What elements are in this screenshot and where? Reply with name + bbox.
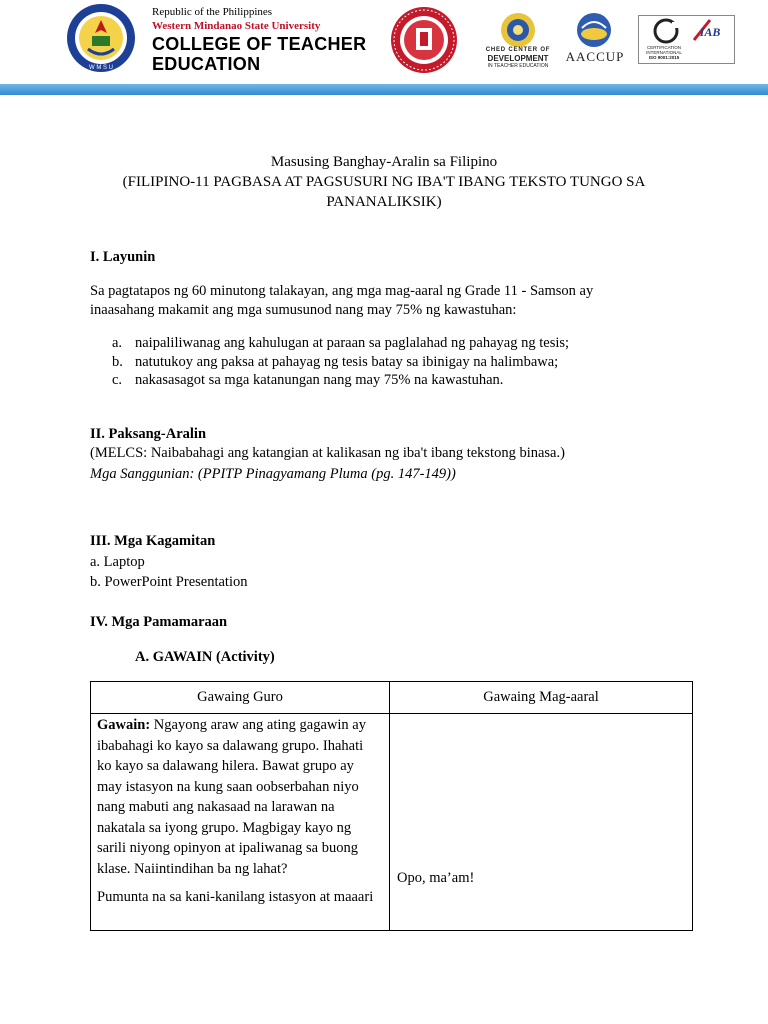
iso-line1: CERTIFICATION (646, 45, 682, 50)
pamamaraan-heading: IV. Mga Pamamaraan (90, 614, 228, 630)
iso-line2: INTERNATIONAL (646, 50, 682, 56)
list-item-text: nakasasagot sa mga katanungan nang may 75% na kawastuhan. (135, 372, 504, 388)
republic-label: Republic of the Philippines (152, 6, 273, 18)
letterhead (0, 0, 768, 95)
list-item-letter: b. (112, 353, 123, 370)
guro-next-instruction: Pumunta na sa kani-kanilang istasyon at maaari (97, 889, 374, 905)
college-seal-logo (66, 3, 136, 73)
list-item-letter: c. (112, 372, 123, 388)
list-item (112, 334, 569, 353)
mag-aaral-cell (390, 714, 693, 931)
guro-line: ibabahagi ko kayo sa dalawang grupo. Ihahati (97, 737, 364, 754)
title-line2: (FILIPINO-11 PAGBASA AT PAGSUSURI NG IBA'T IBANG TEKSTO TUNGO SA (122, 174, 646, 190)
guro-line: Ngayong araw ang ating gagawin ay (150, 717, 366, 733)
aaccup-logo (574, 12, 614, 50)
guro-line: sarili niyong opinyon at ipaliwanag sa buong (97, 840, 358, 856)
college-name-line1: COLLEGE OF TEACHER (152, 34, 367, 54)
column-header-guro: Gawaing Guro (91, 682, 390, 714)
list-item (112, 353, 569, 372)
guro-line: ko kayo sa dalawang hilera. Bawat grupo ay (97, 758, 354, 774)
university-seal-logo (390, 6, 458, 74)
mag-aaral-answer: Opo, ma’am! (397, 870, 475, 886)
iso-line3: ISO 9001:2015 (648, 55, 680, 61)
paksa-sanggunian: Mga Sanggunian: (PPITP Pinagyamang Pluma (pg. 147-149)) (90, 466, 456, 482)
objectives-list (112, 334, 569, 390)
aaccup-label: AACCUP (565, 49, 625, 64)
table-header-row (91, 682, 693, 714)
title-line3: PANANALIKSIK) (326, 194, 442, 210)
ched-line2: DEVELOPMENT (487, 54, 549, 63)
header-text (152, 6, 366, 74)
iso-certification-logo (638, 15, 735, 64)
document-title (100, 152, 668, 212)
gawain-subheading: A. GAWAIN (Activity) (135, 649, 275, 665)
ched-line1: CHED CENTER OF (485, 47, 551, 53)
guro-line: klase. Naiintindihan ba ng lahat? (97, 860, 288, 877)
title-line1: Masusing Banghay-Aralin sa Filipino (270, 154, 498, 170)
university-name: Western Mindanao State University (152, 20, 321, 32)
ched-logo (500, 12, 536, 48)
gawain-label: Gawain: (97, 717, 151, 733)
college-name-line2: EDUCATION (152, 54, 261, 74)
list-item-letter: a. (112, 335, 123, 351)
paksa-heading: II. Paksang-Aralin (90, 426, 207, 442)
list-item (112, 371, 569, 390)
certification-ring-icon (644, 18, 688, 44)
guro-activity-text (97, 715, 383, 736)
svg-text:IAB: IAB (699, 25, 721, 39)
column-header-mag-aaral: Gawaing Mag-aaral (390, 682, 693, 714)
iab-accreditation-icon (690, 18, 730, 44)
guro-line: nang mabuti ang nakasaad na larawan na (97, 799, 335, 815)
layunin-intro-line1: Sa pagtatapos ng 60 minutong talakayan, ang mga mag-aaral ng Grade 11 - Samson ay (90, 283, 594, 299)
list-item-text: naipaliliwanag ang kahulugan at paraan sa paglalahad ng pahayag ng tesis; (135, 335, 570, 351)
kagamitan-heading: III. Mga Kagamitan (90, 533, 216, 549)
table-row (91, 714, 693, 931)
svg-text:W M S U: W M S U (89, 65, 113, 71)
activity-table (90, 681, 693, 931)
kagamitan-item-b: b. PowerPoint Presentation (90, 574, 248, 590)
layunin-intro (90, 282, 593, 320)
paksa-melcs: (MELCS: Naibabahagi ang katangian at kalikasan ng iba't ibang tekstong binasa.) (90, 445, 565, 461)
layunin-heading: I. Layunin (90, 249, 156, 265)
iso-text (639, 45, 689, 61)
guro-line: nakatala sa iyong grupo. Magbigay kayo ng (97, 819, 352, 836)
guro-line: may istasyon na kung saan oobserbahan niyo (97, 778, 359, 795)
kagamitan-item-a: a. Laptop (90, 554, 145, 570)
layunin-intro-line2: inaasahang makamit ang mga sumusunod nang may 75% ng kawastuhan: (90, 302, 517, 318)
header-bar (0, 84, 768, 95)
list-item-text: natutukoy ang paksa at pahayag ng tesis batay sa ibinigay na halimbawa; (135, 353, 559, 370)
ched-text (478, 47, 558, 69)
ched-line3: IN TEACHER EDUCATION (487, 63, 549, 69)
guro-cell (91, 714, 390, 931)
